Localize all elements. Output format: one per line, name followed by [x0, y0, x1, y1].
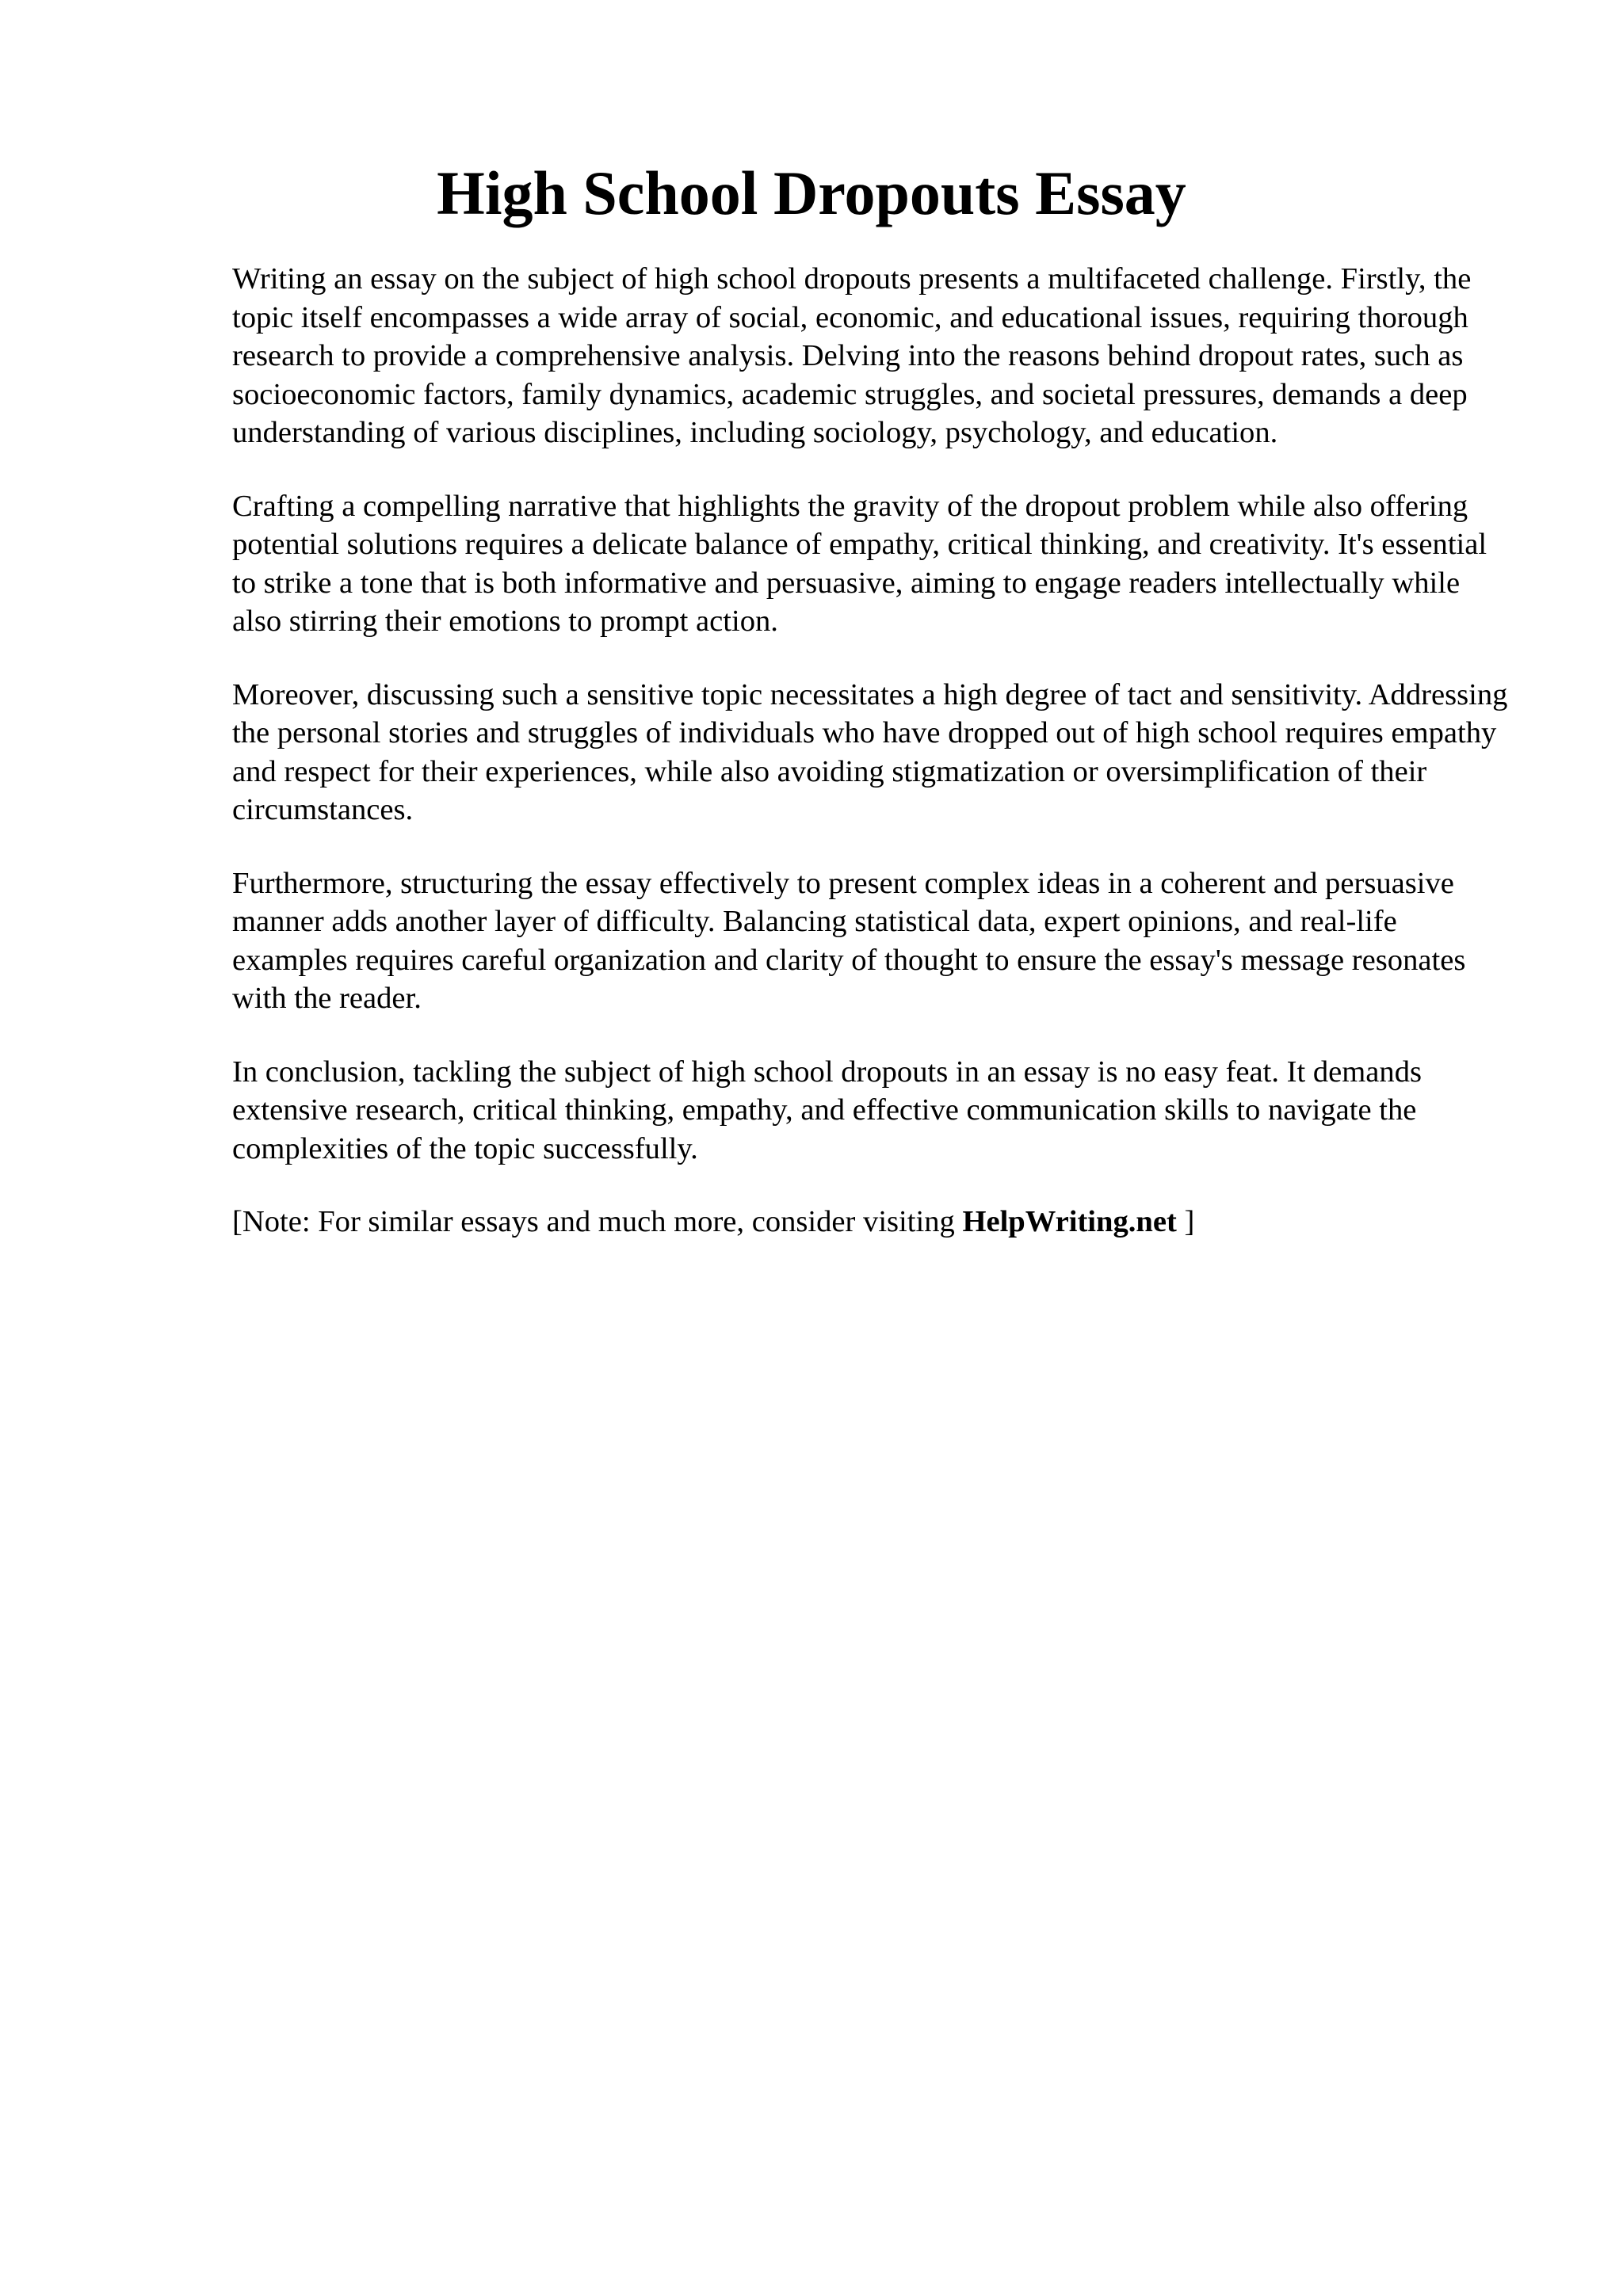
essay-title: High School Dropouts Essay	[437, 158, 1186, 227]
paragraph-2: Crafting a compelling narrative that highlights the gravity of the dropout problem while also offering potential solutions requires a delicate balance of empathy, critical thinking, and creativity. It's essential to strike a tone that is both informative and persuasive, aiming to engage readers intellectually while also stirring their emotions to prompt action.	[232, 489, 1487, 638]
note-line	[232, 1203, 1516, 1241]
paragraph-4: Furthermore, structuring the essay effectively to present complex ideas in a coherent and persuasive manner adds another layer of difficulty. Balancing statistical data, expert opinions, and real-life examples requires careful organization and clarity of thought to ensure the essay's message resonates with the reader.	[232, 866, 1466, 1015]
note-prefix: [Note: For similar essays and much more, consider visiting	[232, 1205, 963, 1238]
helpwriting-link[interactable]: HelpWriting.net	[962, 1205, 1177, 1238]
paragraph-3: Moreover, discussing such a sensitive topic necessitates a high degree of tact and sensitivity. Addressing the personal stories and struggles of individuals who have dropped out of high school requires empathy and respect for their experiences, while also avoiding stigmatization or oversimplification of their circumstances.	[232, 677, 1508, 826]
paragraph-1: Writing an essay on the subject of high school dropouts presents a multifaceted challenge. Firstly, the topic itself encompasses a wide array of social, economic, and educational issues, requiring thorough research to provide a comprehensive analysis. Delving into the reasons behind dropout rates, such as socioeconomic factors, family dynamics, academic struggles, and societal pressures, demands a deep understanding of various disciplines, including sociology, psychology, and education.	[232, 262, 1472, 449]
note-suffix: ]	[1176, 1205, 1195, 1238]
paragraph-5: In conclusion, tackling the subject of high school dropouts in an essay is no easy feat. It demands extensive research, critical thinking, empathy, and effective communication skills to navigate the complexities of the topic successfully.	[232, 1055, 1423, 1165]
essay-body	[232, 260, 1516, 1276]
